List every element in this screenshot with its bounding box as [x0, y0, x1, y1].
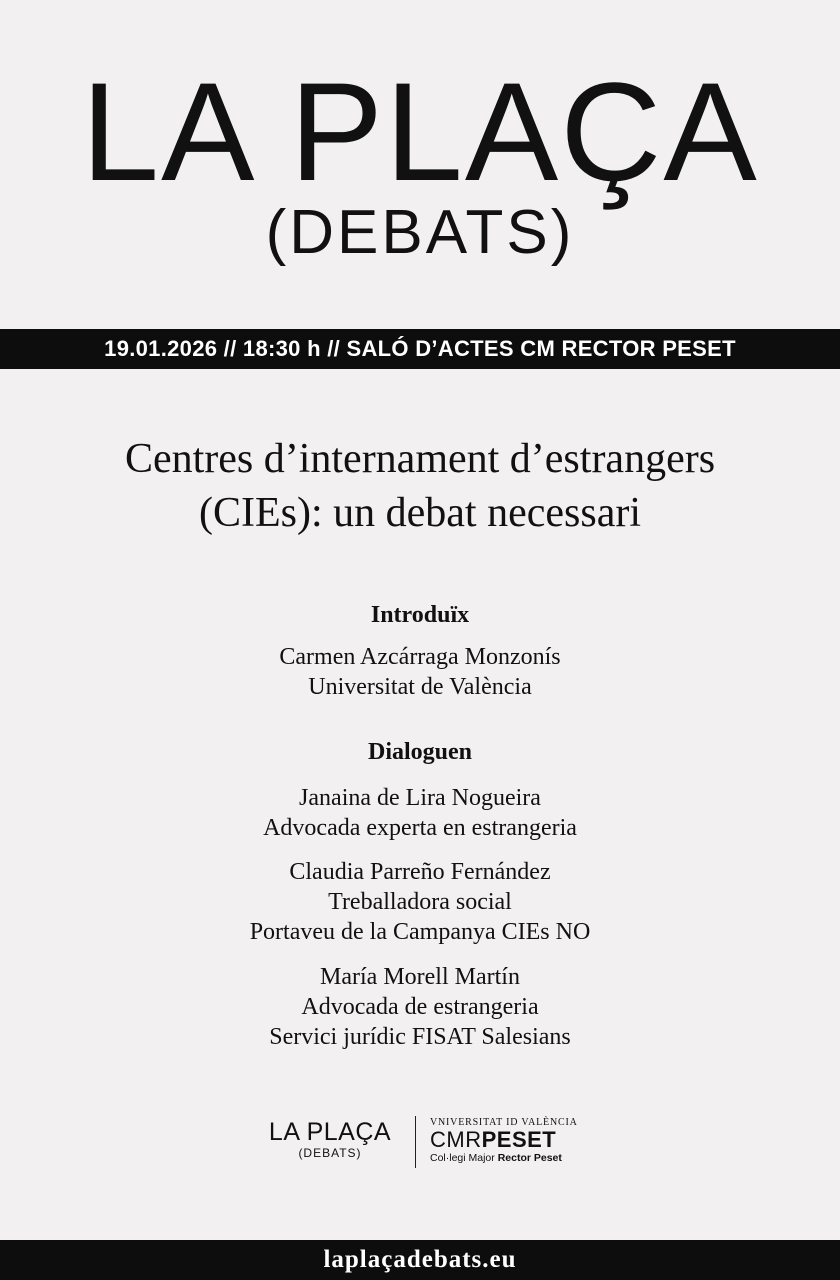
- intro-speaker: [0, 642, 840, 702]
- speaker-name: Janaina de Lira Nogueira: [299, 785, 541, 811]
- speaker-role: Advocada de estrangeria: [301, 994, 539, 1020]
- la-placa-logo-subtitle: (DEBATS): [298, 1146, 362, 1160]
- debate-headline: [0, 432, 840, 540]
- headline-line-1: Centres d’internament d’estrangers: [124, 436, 716, 482]
- college-prefix: Col·legi Major: [430, 1152, 498, 1164]
- dialogue-heading: Dialoguen: [367, 739, 472, 765]
- la-placa-logo-title: LA PLAÇA: [268, 1118, 392, 1146]
- college-name-bold: Rector Peset: [497, 1152, 562, 1164]
- speaker-role: Treballadora social: [328, 889, 512, 915]
- speaker-name: Claudia Parreño Fernández: [289, 859, 551, 885]
- headline-line-2: (CIEs): un debat necessari: [198, 490, 641, 536]
- intro-speaker-name: Carmen Azcárraga Monzonís: [279, 644, 561, 670]
- speaker-role: Advocada experta en estrangeria: [263, 815, 577, 841]
- peset-text: PESET: [481, 1127, 557, 1152]
- speaker-name: María Morell Martín: [320, 964, 520, 990]
- speaker-role: Portaveu de la Campanya CIEs NO: [249, 919, 591, 945]
- cmr-peset-wordmark: [430, 1129, 590, 1151]
- intro-heading: Introduïx: [370, 602, 470, 628]
- cm-rector-peset-logo: [430, 1116, 590, 1165]
- speaker-block: [0, 783, 840, 843]
- logo-divider: [415, 1116, 416, 1168]
- website-link[interactable]: laplaçadebats.eu: [323, 1246, 517, 1273]
- date-time-venue-text: 19.01.2026 // 18:30 h // SALÓ D’ACTES CM RECTOR PESET: [104, 336, 736, 361]
- college-name: [430, 1151, 590, 1165]
- university-name: VNIVERSITAT ID VALÈNCIA: [430, 1117, 578, 1128]
- speaker-role: Servici jurídic FISAT Salesians: [269, 1024, 571, 1050]
- date-time-venue-bar: [0, 329, 840, 369]
- event-series-subtitle: (DEBATS): [265, 198, 575, 267]
- event-series-title: LA PLAÇA: [81, 53, 759, 210]
- speaker-block: [0, 962, 840, 1052]
- intro-speaker-affiliation: Universitat de València: [308, 674, 532, 700]
- la-placa-logo: [255, 1118, 405, 1160]
- footer-bar: [0, 1240, 840, 1280]
- cmr-text: CMR: [430, 1127, 482, 1152]
- speaker-block: [0, 857, 840, 947]
